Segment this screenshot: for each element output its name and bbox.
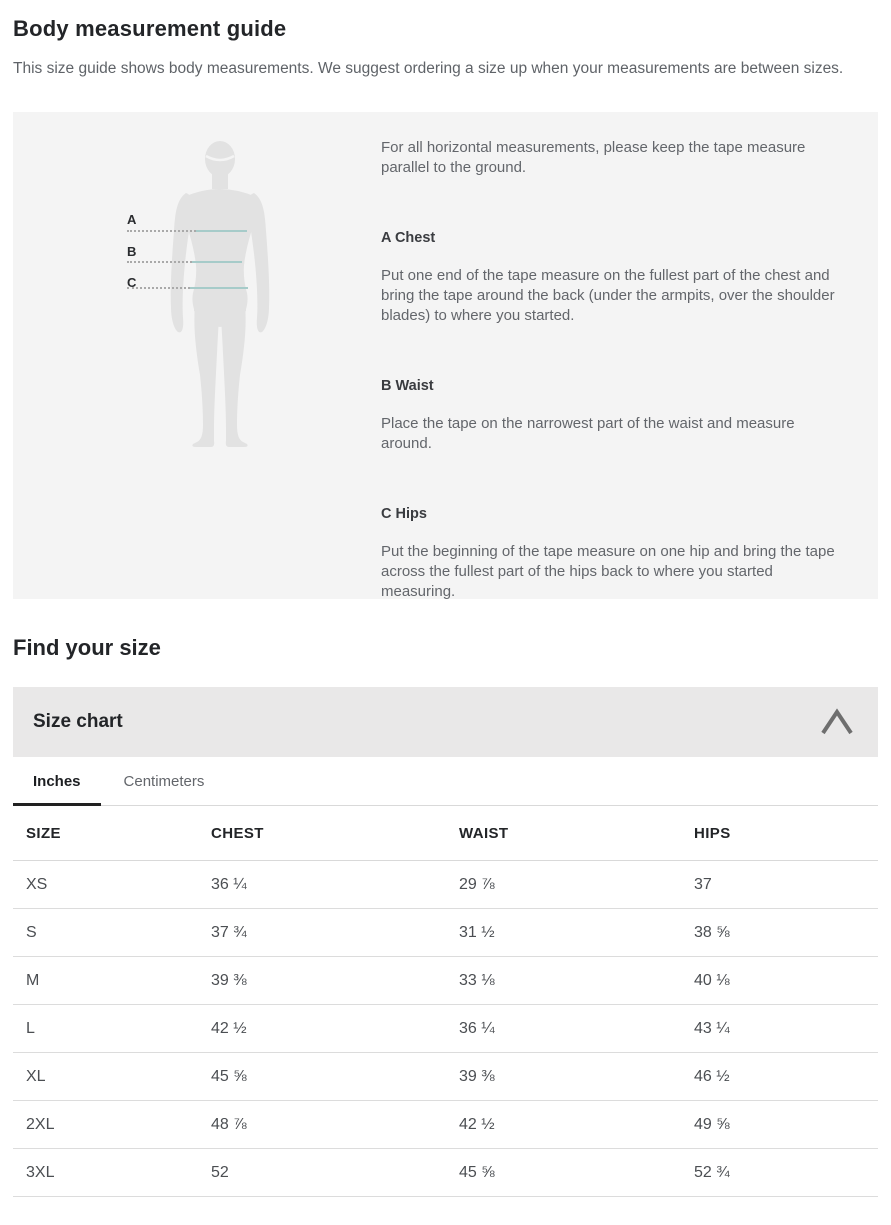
measurement-cell: 37 [694,875,712,893]
table-row [13,1053,878,1101]
measurement-label-c: C [127,275,137,290]
section-desc-hips: Put the beginning of the tape measure on one hip and bring the tape across the fullest part of the hips back to where you started measuring. [381,543,835,600]
size-chart-accordion-header[interactable] [13,687,878,757]
column-header-hips: HIPS [694,824,731,842]
measurement-cell: 29 ⅞ [459,875,495,893]
table-row [13,957,878,1005]
size-cell: XL [26,1067,46,1085]
size-table [13,806,878,1197]
measurement-cell: 48 ⅞ [211,1115,247,1133]
find-your-size-heading: Find your size [13,635,161,660]
measurement-cell: 39 ⅜ [459,1067,495,1085]
measurement-cell: 52 ¾ [694,1163,730,1181]
section-desc-waist: Place the tape on the narrowest part of the waist and measure around. [381,415,795,452]
measurement-cell: 52 [211,1163,229,1181]
tab-centimeters[interactable]: Centimeters [123,772,205,790]
size-cell: 3XL [26,1163,55,1181]
page-title: Body measurement guide [13,16,287,41]
measurement-label-a: A [127,212,137,227]
measurement-cell: 37 ¾ [211,923,247,941]
measurement-cell: 43 ¼ [694,1019,730,1037]
measurement-label-b: B [127,244,137,259]
chevron-up-icon[interactable] [820,708,854,736]
measurement-cell: 40 ⅛ [694,971,730,989]
column-header-chest: CHEST [211,824,264,842]
size-cell: 2XL [26,1115,55,1133]
measurement-cell: 39 ⅜ [211,971,247,989]
measurement-cell: 45 ⅝ [211,1067,247,1085]
column-header-waist: WAIST [459,824,509,842]
size-cell: S [26,923,37,941]
measurement-cell: 42 ½ [211,1019,247,1037]
column-header-size: SIZE [26,824,61,842]
size-cell: M [26,971,40,989]
measurement-cell: 33 ⅛ [459,971,495,989]
size-guide-page [0,15,891,1197]
measurement-cell: 36 ¼ [459,1019,495,1037]
tab-inches[interactable]: Inches [13,759,101,806]
page-subtitle: This size guide shows body measurements. We suggest ordering a size up when your measurements are between sizes. [13,60,844,77]
measurement-intro: For all horizontal measurements, please keep the tape measure parallel to the ground. [381,139,806,176]
size-chart-title: Size chart [33,711,123,732]
measurement-line-a [127,230,196,232]
section-title-chest: A Chest [381,230,436,246]
measurement-cell: 46 ½ [694,1067,730,1085]
measurement-guide-panel [13,112,878,599]
body-silhouette-illustration [150,135,290,450]
section-title-waist: B Waist [381,378,434,394]
size-cell: XS [26,875,48,893]
table-row [13,1149,878,1197]
measurement-cell: 49 ⅝ [694,1115,730,1133]
measurement-cell: 42 ½ [459,1115,495,1133]
measurement-cell: 38 ⅝ [694,923,730,941]
size-table-header [13,806,878,861]
measurement-line-a-teal [196,230,247,232]
measurement-cell: 45 ⅝ [459,1163,495,1181]
measurement-cell: 36 ¼ [211,875,247,893]
table-row [13,861,878,909]
measurement-instructions [381,138,843,602]
section-desc-chest: Put one end of the tape measure on the fullest part of the chest and bring the tape around the back (under the armpits, over the shoulder blades) to where you started. [381,267,835,324]
table-row [13,1101,878,1149]
table-row [13,1005,878,1053]
measurement-cell: 31 ½ [459,923,495,941]
section-title-hips: C Hips [381,506,427,522]
size-table-body [13,861,878,1197]
measurement-line-c [127,287,190,289]
table-row [13,909,878,957]
size-cell: L [26,1019,35,1037]
measurement-line-b-teal [192,261,242,263]
measurement-line-c-teal [190,287,248,289]
measurement-line-b [127,261,192,263]
unit-tabs [13,759,878,806]
